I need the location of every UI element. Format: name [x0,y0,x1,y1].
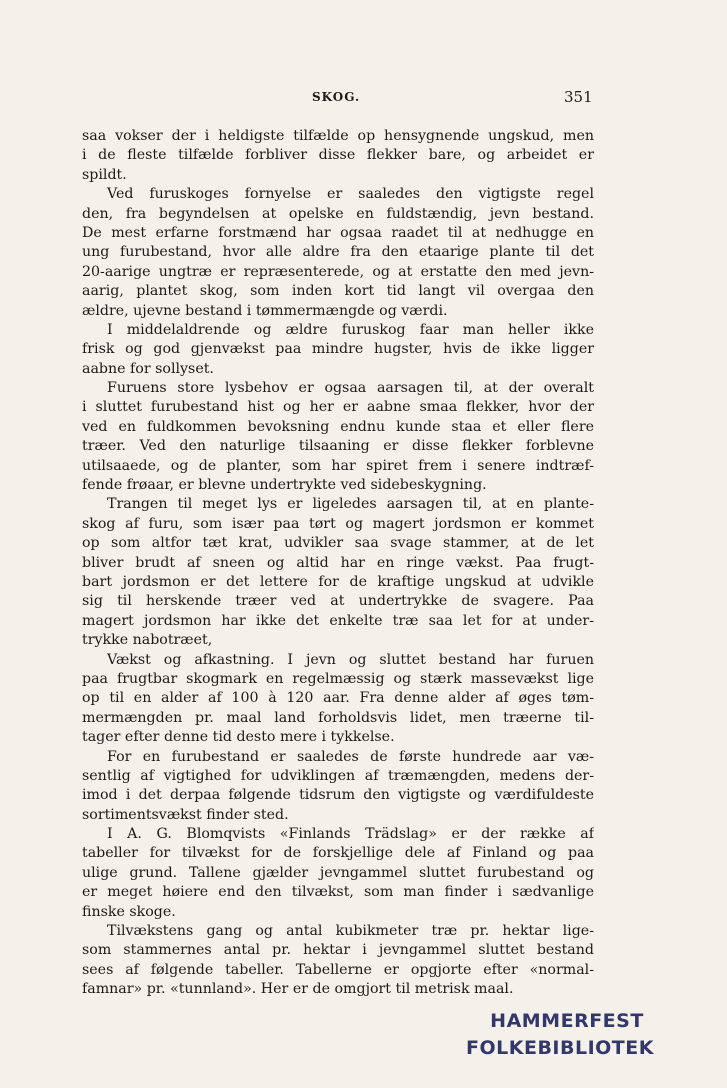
text-line: Vækst og afkastning. I jevn og sluttet bestand har furuen [107,651,594,668]
text-line: tabeller for tilvækst for de forskjellige dele af Finland og paa [82,845,594,862]
text-line: Trangen til meget lys er ligeledes aarsagen til, at en plante- [107,496,594,513]
text-line: spildt. [82,166,127,183]
text-line: aabne for sollyset. [82,360,214,377]
text-line: sees af følgende tabeller. Tabellerne er opgjorte efter «normal- [82,961,594,978]
text-line: De mest erfarne forstmænd har ogsaa raadet til at nedhugge en [82,224,594,241]
text-line: bart jordsmon er det lettere for de kraftige ungskud at udvikle [82,573,594,590]
text-line: i sluttet furubestand hist og her er aabne smaa flekker, hvor der [82,399,594,416]
page-number: 351 [564,88,593,106]
text-line: er meget høiere end den tilvækst, som man finder i sædvanlige [82,884,594,901]
text-line: sortimentsvækst finder sted. [82,806,289,823]
text-line: For en furubestand er saaledes de første hundrede aar væ- [107,748,594,765]
text-line: utilsaaede, og de planter, som har spiret frem i senere indtræf- [82,457,594,474]
text-line: den, fra begyndelsen at opelske en fuldstændig, jevn bestand. [82,205,594,222]
text-line: Furuens store lysbehov er ogsaa aarsagen til, at der overalt [107,380,594,397]
text-line: mermængden pr. maal land forholdsvis lidet, men træerne til- [82,709,594,726]
text-line: saa vokser der i heldigste tilfælde op hensygnende ungskud, men [82,128,594,144]
text-line: trykke nabotræet, [82,632,213,649]
text-line: Tilvækstens gang og antal kubikmeter træ pr. hektar lige- [107,923,594,940]
text-line: Ved furuskoges fornyelse er saaledes den vigtigste regel [107,186,594,203]
text-line: ældre, ujevne bestand i tømmermængde og værdi. [82,302,448,319]
text-line: aarig, plantet skog, som inden kort tid langt vil overgaa den [82,283,594,300]
text-line: tager efter denne tid desto mere i tykkelse. [82,729,395,746]
text-line: imod i det derpaa følgende tidsrum den vigtigste og værdifuldeste [82,787,594,804]
text-line: i de fleste tilfælde forbliver disse flekker bare, og arbeidet er [82,147,594,164]
running-title: SKOG. [312,90,361,104]
running-head [0,90,727,110]
text-line: famnar» pr. «tunnland». Her er de omgjort til metrisk maal. [82,981,514,998]
text-line: I middelaldrende og ældre furuskog faar man heller ikke [107,321,594,338]
text-line: finske skoge. [82,903,176,920]
text-line: skog af furu, som især paa tørt og magert jordsmon er kommet [82,515,594,532]
stamp-line-library: FOLKEBIBLIOTEK [466,1037,654,1059]
text-line: 20-aarige ungtræ er repræsenterede, og at erstatte den med jevn- [82,263,594,280]
text-line: I A. G. Blomqvists «Finlands Trädslag» er der række af [107,826,594,843]
text-line: fende frøaar, er blevne undertrykte ved sidebeskygning. [82,477,487,494]
text-line: magert jordsmon har ikke det enkelte træ saa let for at under- [82,612,594,629]
text-line: op til en alder af 100 à 120 aar. Fra denne alder af øges tøm- [82,690,594,707]
text-line: sig til herskende træer ved at undertrykke de svagere. Paa [82,593,594,610]
text-line: træer. Ved den naturlige tilsaaning er disse flekker forblevne [82,438,594,455]
library-stamp [466,1010,654,1059]
text-line: ved en fuldkommen bevoksning endnu kunde staa et eller flere [82,418,594,435]
text-line: frisk og god gjenvækst paa mindre hugster, hvis de ikke ligger [82,341,594,358]
text-line: bliver brudt af sneen og altid har en ringe vækst. Paa frugt- [82,554,594,571]
text-line: som stammernes antal pr. hektar i jevngammel sluttet bestand [82,942,594,959]
text-line: sentlig af vigtighed for udviklingen af træmængden, medens der- [82,767,594,784]
text-line: ulige grund. Tallene gjælder jevngammel sluttet furubestand og [82,864,594,881]
body-text [82,127,594,1000]
text-line: paa frugtbar skogmark en regelmæssig og stærk massevækst lige [82,670,594,687]
text-line: op som altfor tæt krat, udvikler saa svage stammer, at de let [82,535,594,552]
text-line: ung furubestand, hvor alle aldre fra den etaarige plante til det [82,244,594,261]
stamp-line-town: HAMMERFEST [490,1010,644,1032]
